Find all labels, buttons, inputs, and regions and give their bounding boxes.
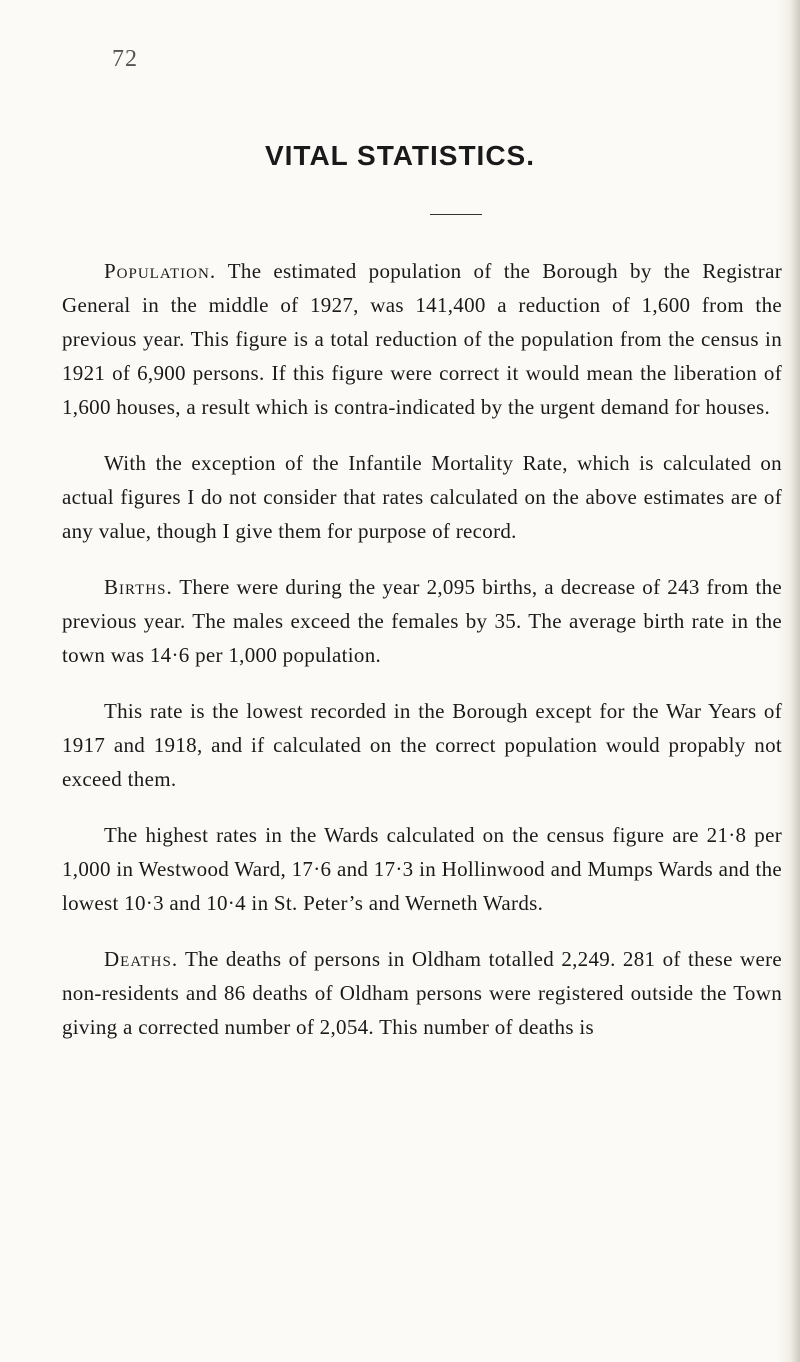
paragraph-text: There were during the year 2,095 births, a decrease of 243 from the previous year. The males exceed the females by 35. The average birth rate in the town was 14·6 per 1,000 population. [62,575,782,667]
paragraph-text: The highest rates in the Wards calculated on the census figure are 21·8 per 1,000 in Westwood Ward, 17·6 and 17·3 in Hollinwood and Mumps Wards and the lowest 10·3 and 10·4 in St. Peter’s and Werneth Wards. [62,823,782,915]
paragraph-text: The deaths of persons in Oldham totalled 2,249. 281 of these were non-residents and 86 deaths of Oldham persons were registered outside the Town giving a corrected number of 2,054. This number of deaths is [62,947,782,1039]
paragraph-text: This rate is the lowest recorded in the Borough except for the War Years of 1917 and 1918, and if calculated on the correct population would propably not exceed them. [62,699,782,791]
page-number: 72 [112,46,138,72]
title-divider [430,214,482,215]
paragraph-population [62,254,782,424]
paragraph-births [62,570,782,672]
section-runin-births: Births. [104,575,173,599]
page-edge-shadow [790,0,800,1362]
section-runin-population: Population. [104,259,217,283]
paragraph-text: With the exception of the Infantile Mortality Rate, which is calculated on actual figures I do not consider that rates calculated on the above estimates are of any value, though I give them for purpose of record. [62,451,782,543]
paragraph-infantile-mortality [62,446,782,548]
page-title: VITAL STATISTICS. [264,140,536,171]
paragraph-deaths [62,942,782,1044]
paragraph-text: The estimated population of the Borough by the Registrar General in the middle of 1927, was 141,400 a reduction of 1,600 from the previous year. This figure is a total reduction of the population from the census in 1921 of 6,900 persons. If this figure were correct it would mean the liberation of 1,600 houses, a result which is contra-indicated by the urgent demand for houses. [62,259,782,419]
section-runin-deaths: Deaths. [104,947,179,971]
paragraph-ward-rates [62,818,782,920]
body-text [62,254,782,1066]
paragraph-lowest-rate [62,694,782,796]
